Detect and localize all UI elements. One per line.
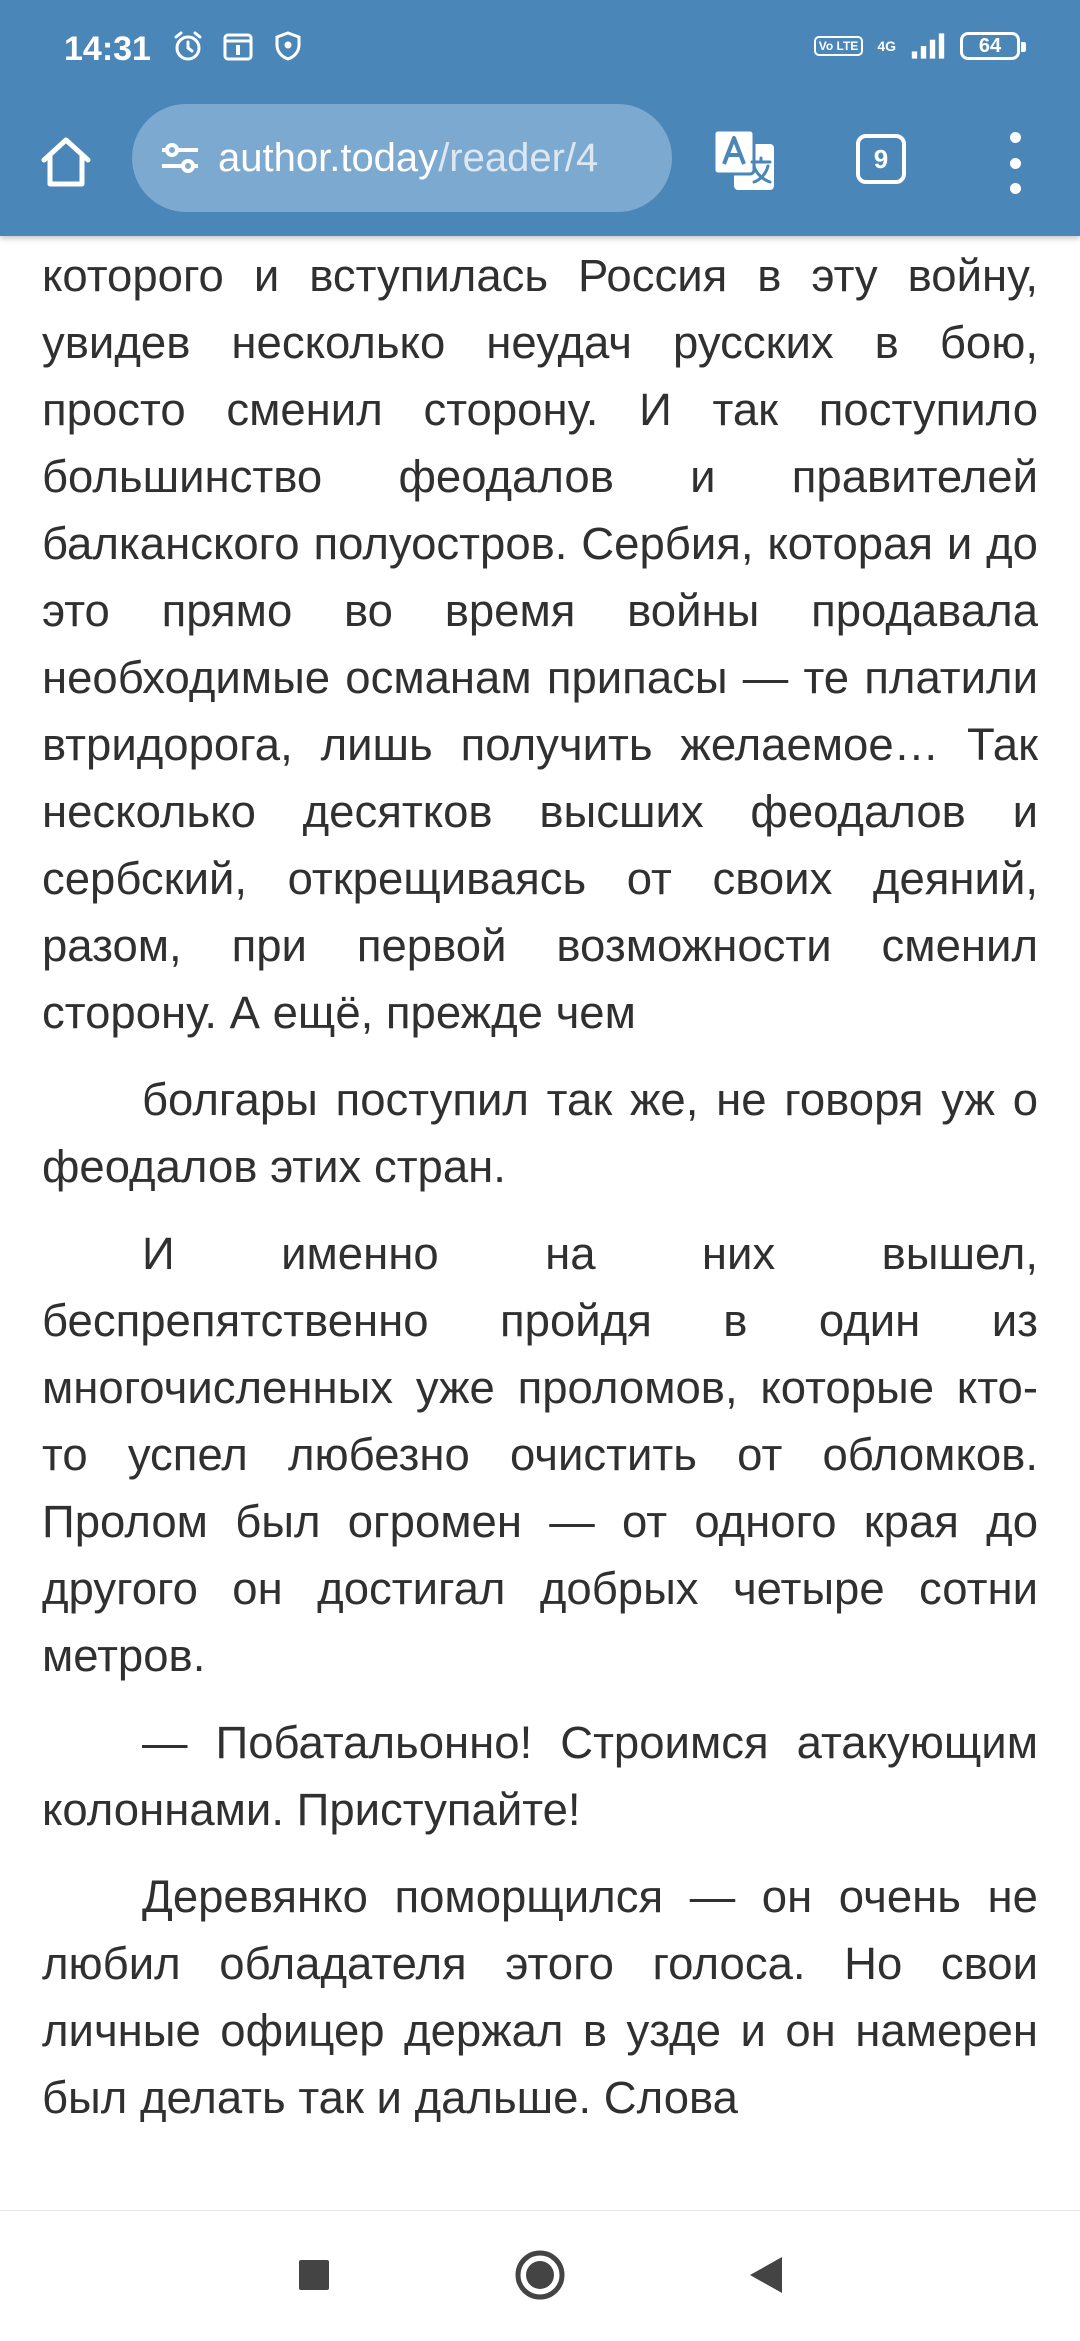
translate-icon <box>710 126 778 194</box>
tune-icon[interactable] <box>158 136 202 180</box>
recents-square-icon <box>296 2257 332 2293</box>
volte-indicator: Vo LTE <box>814 36 864 56</box>
calendar-icon <box>220 28 256 64</box>
signal-icon <box>910 28 946 64</box>
paragraph-3: И именно на них вышел, беспрепятственно пройдя в один из многочисленных уже проломов, которые кто-то успел любезно очистить от обломков. Пролом был огромен — от одного края до другого он достигал добрых четыре сотни метров. <box>42 1228 1038 1681</box>
recents-button[interactable] <box>282 2243 346 2307</box>
home-button[interactable] <box>34 130 98 194</box>
translate-button[interactable] <box>710 126 778 194</box>
network-type: 4G <box>877 38 896 54</box>
status-bar <box>0 0 1080 100</box>
battery-level: 64 <box>978 34 1002 57</box>
address-bar[interactable] <box>132 104 672 212</box>
status-right-icons <box>814 28 1020 64</box>
shield-icon <box>270 28 306 64</box>
url-text <box>218 136 598 181</box>
browser-chrome <box>0 0 1080 236</box>
status-left-icons <box>170 28 306 64</box>
home-circle-icon <box>513 2248 567 2302</box>
url-host: author.today <box>218 135 439 180</box>
browser-toolbar <box>0 100 1080 236</box>
paragraph-5: Деревянко поморщился — он очень не любил обладателя этого голоса. Но свои личные офицер держал в узде и он намерен был делать так и дальше. Слова <box>42 1871 1038 2123</box>
home-icon <box>36 132 96 192</box>
alarm-icon <box>170 28 206 64</box>
home-nav-button[interactable] <box>508 2243 572 2307</box>
paragraph-1: которого и вступилась Россия в эту войну, увидев несколько неудач русских в бою, просто сменил сторону. И так поступило большинство феодалов и правителей балканского полуостров. Сербия, которая и до это прямо во время войны продавала необходимые османам припасы — те платили втридорога, лишь получить желаемое… Так несколько десятков высших феодалов и сербский, открещиваясь от своих деяний, разом, при первой возможности сменил сторону. А ещё, прежде чем <box>42 250 1038 1038</box>
tab-switcher-button[interactable]: 9 <box>856 134 906 184</box>
more-vert-icon[interactable] <box>1000 128 1030 198</box>
back-triangle-icon <box>746 2253 786 2297</box>
paragraph-2: болгары поступил так же, не говоря уж о феодалов этих стран. <box>42 1074 1038 1192</box>
url-path: /reader/4 <box>438 135 599 180</box>
status-time: 14:31 <box>64 30 151 68</box>
paragraph-4: — Побатальонно! Строимся атакующим колоннами. Приступайте! <box>42 1717 1038 1835</box>
system-nav-bar <box>0 2210 1080 2341</box>
back-button[interactable] <box>734 2243 798 2307</box>
cut-off-line-top <box>42 236 1038 238</box>
reader-content <box>42 236 1038 2210</box>
battery-icon <box>960 32 1020 60</box>
